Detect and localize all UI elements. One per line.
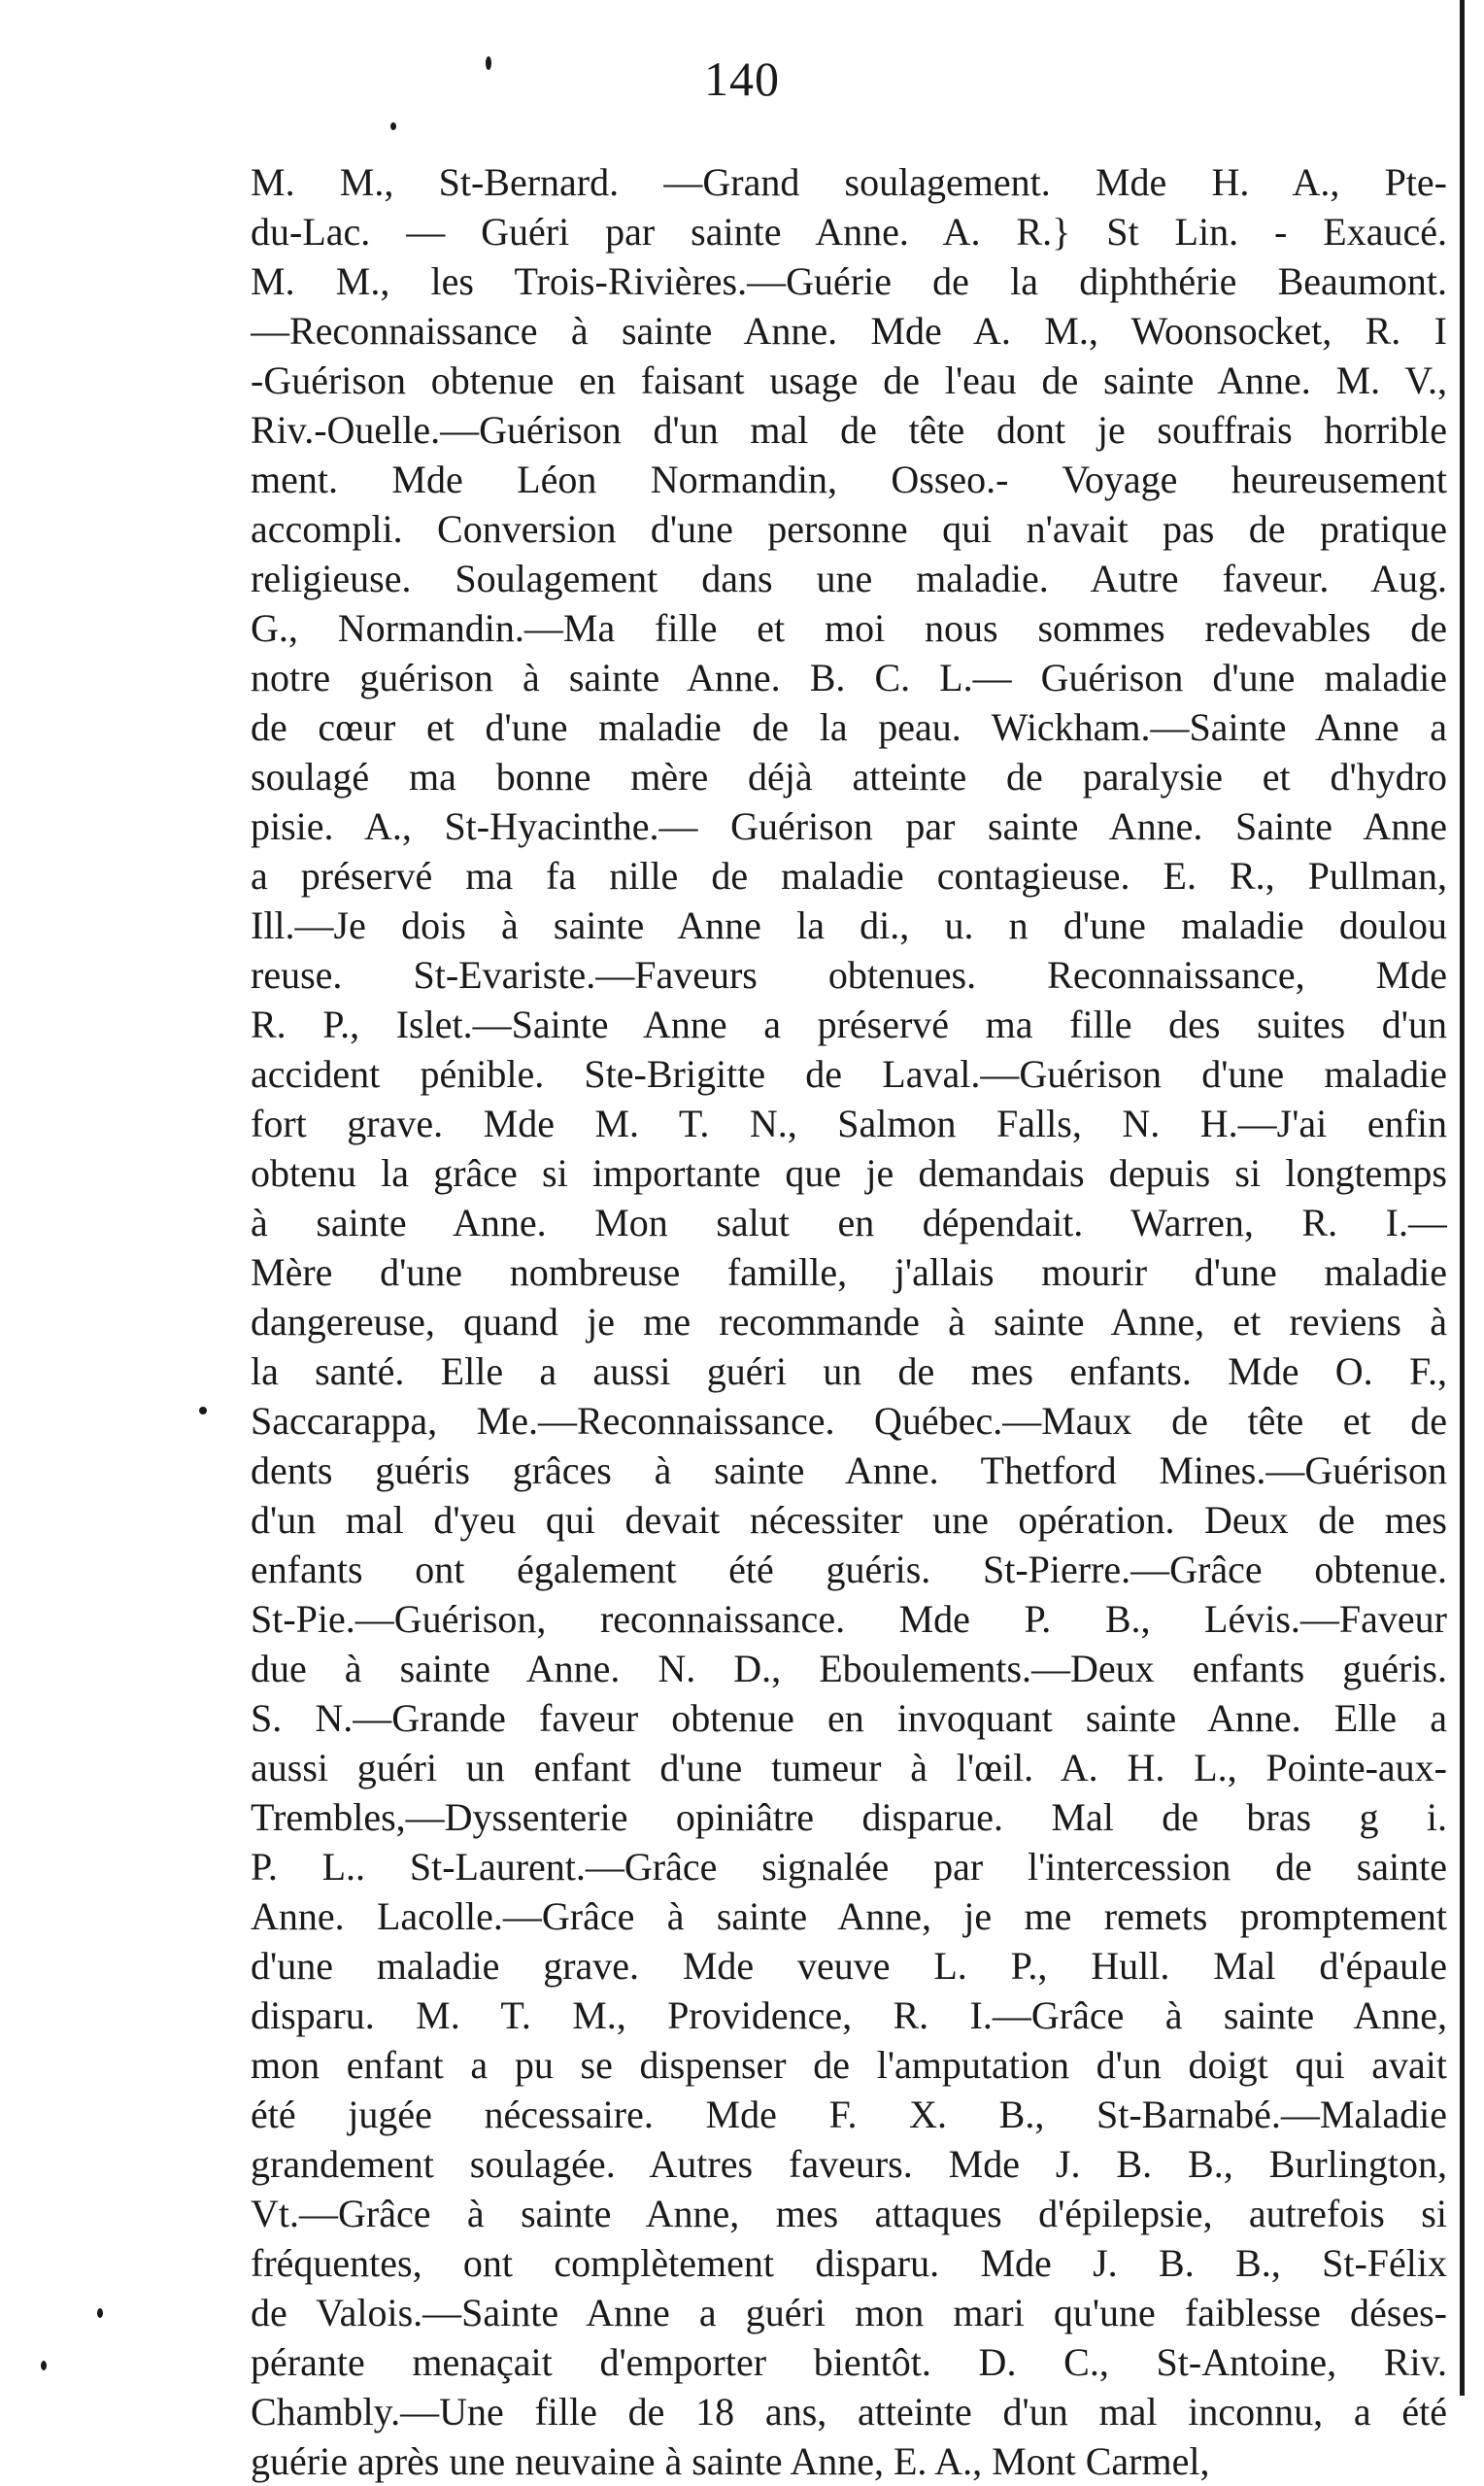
text-line: à sainte Anne. Mon salut en dépendait. Warren, R. I.— <box>251 1201 1447 1244</box>
ink-speck <box>199 1407 207 1414</box>
text-line: M. M., les Trois-Rivières.—Guérie de la diphthérie Beaumont. <box>251 259 1447 303</box>
ink-speck <box>97 2308 103 2318</box>
text-line: accompli. Conversion d'une personne qui n'avait pas de pratique <box>251 507 1447 551</box>
testimonials-text-block <box>251 157 1447 2486</box>
text-line: disparu. M. T. M., Providence, R. I.—Grâce à sainte Anne, <box>251 1993 1447 2037</box>
text-line: grandement soulagée. Autres faveurs. Mde J. B. B., Burlington, <box>251 2142 1447 2186</box>
text-line: obtenu la grâce si importante que je demandais depuis si longtemps <box>251 1151 1447 1195</box>
text-line: due à sainte Anne. N. D., Eboulements.—Deux enfants guéris. <box>251 1647 1447 1690</box>
text-line: pérante menaçait d'emporter bientôt. D. C., St-Antoine, Riv. <box>251 2340 1447 2384</box>
text-line: R. P., Islet.—Sainte Anne a préservé ma fille des suites d'un <box>251 1003 1447 1046</box>
text-line: notre guérison à sainte Anne. B. C. L.— Guérison d'une maladie <box>251 656 1447 699</box>
text-line: de cœur et d'une maladie de la peau. Wickham.—Sainte Anne a <box>251 705 1447 749</box>
text-line: G., Normandin.—Ma fille et moi nous sommes redevables de <box>251 606 1447 650</box>
text-line: de Valois.—Sainte Anne a guéri mon mari qu'une faiblesse déses- <box>251 2291 1447 2334</box>
text-line: P. L.. St-Laurent.—Grâce signalée par l'intercession de sainte <box>251 1845 1447 1889</box>
ink-speck <box>390 122 396 130</box>
page-number: 140 <box>704 51 780 106</box>
ink-speck <box>41 2361 47 2370</box>
text-line: dents guéris grâces à sainte Anne. Thetford Mines.—Guérison <box>251 1448 1447 1492</box>
text-line: St-Pie.—Guérison, reconnaissance. Mde P. B., Lévis.—Faveur <box>251 1597 1447 1641</box>
text-line: guérie après une neuvaine à sainte Anne, E. A., Mont Carmel, <box>251 2439 1210 2483</box>
text-line: d'un mal d'yeu qui devait nécessiter une opération. Deux de mes <box>251 1498 1447 1542</box>
text-line: M. M., St-Bernard. —Grand soulagement. Mde H. A., Pte- <box>251 160 1447 204</box>
text-line: mon enfant a pu se dispenser de l'amputation d'un doigt qui avait <box>251 2043 1447 2087</box>
text-line: Trembles,—Dyssenterie opiniâtre disparue. Mal de bras g i. <box>251 1795 1447 1839</box>
text-line: Mère d'une nombreuse famille, j'allais mourir d'une maladie <box>251 1250 1447 1294</box>
text-line: du-Lac. — Guéri par sainte Anne. A. R.} St Lin. - Exaucé. <box>251 210 1447 254</box>
text-line: fort grave. Mde M. T. N., Salmon Falls, N. H.—J'ai enfin <box>251 1102 1447 1145</box>
text-line: la santé. Elle a aussi guéri un de mes enfants. Mde O. F., <box>251 1349 1447 1393</box>
text-line: ment. Mde Léon Normandin, Osseo.- Voyage heureusement <box>251 458 1447 501</box>
text-line: accident pénible. Ste-Brigitte de Laval.—Guérison d'une maladie <box>251 1052 1447 1096</box>
text-line: Chambly.—Une fille de 18 ans, atteinte d'un mal inconnu, a été <box>251 2390 1447 2434</box>
text-line: reuse. St-Evariste.—Faveurs obtenues. Reconnaissance, Mde <box>251 953 1447 997</box>
text-line: aussi guéri un enfant d'une tumeur à l'œil. A. H. L., Pointe-aux- <box>251 1746 1447 1789</box>
text-line: pisie. A., St-Hyacinthe.— Guérison par sainte Anne. Sainte Anne <box>251 804 1447 848</box>
text-line: Anne. Lacolle.—Grâce à sainte Anne, je me remets promptement <box>251 1894 1447 1938</box>
text-line: Vt.—Grâce à sainte Anne, mes attaques d'épilepsie, autrefois si <box>251 2192 1447 2235</box>
text-line: S. N.—Grande faveur obtenue en invoquant sainte Anne. Elle a <box>251 1696 1447 1740</box>
text-line: Saccarappa, Me.—Reconnaissance. Québec.—Maux de tête et de <box>251 1399 1447 1443</box>
text-line: d'une maladie grave. Mde veuve L. P., Hull. Mal d'épaule <box>251 1944 1447 1988</box>
page-edge-shadow <box>1460 0 1465 2396</box>
text-line: été jugée nécessaire. Mde F. X. B., St-Barnabé.—Maladie <box>251 2093 1447 2136</box>
text-line: Riv.-Ouelle.—Guérison d'un mal de tête dont je souffrais horrible <box>251 408 1447 452</box>
ink-speck <box>486 56 491 70</box>
text-line: Ill.—Je dois à sainte Anne la di., u. n d'une maladie doulou <box>251 903 1447 947</box>
text-line: a préservé ma fa nille de maladie contagieuse. E. R., Pullman, <box>251 854 1447 898</box>
text-line: soulagé ma bonne mère déjà atteinte de paralysie et d'hydro <box>251 755 1447 799</box>
text-line: -Guérison obtenue en faisant usage de l'eau de sainte Anne. M. V., <box>251 358 1447 402</box>
text-line: dangereuse, quand je me recommande à sainte Anne, et reviens à <box>251 1300 1447 1344</box>
text-line: religieuse. Soulagement dans une maladie. Autre faveur. Aug. <box>251 557 1447 600</box>
text-line: —Reconnaissance à sainte Anne. Mde A. M., Woonsocket, R. I <box>251 309 1447 353</box>
text-line: enfants ont également été guéris. St-Pierre.—Grâce obtenue. <box>251 1548 1447 1591</box>
text-line: fréquentes, ont complètement disparu. Mde J. B. B., St-Félix <box>251 2241 1447 2285</box>
